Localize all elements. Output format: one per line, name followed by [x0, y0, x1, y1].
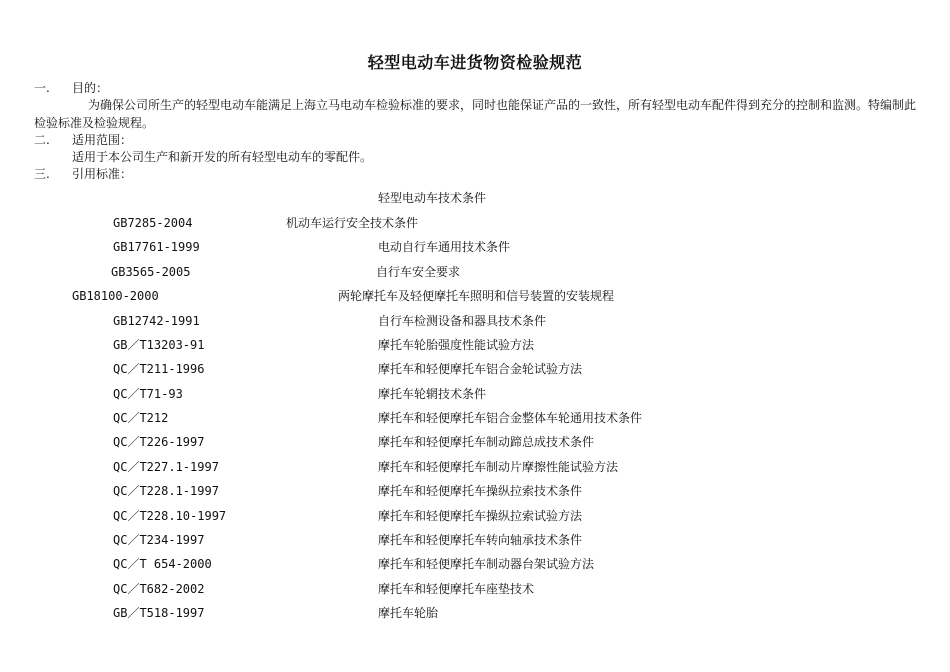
standard-name: 电动自行车通用技术条件 [378, 240, 511, 254]
standard-code: GB／T13203-91 [113, 338, 205, 352]
standard-name: 摩托车轮胎 [378, 606, 439, 620]
standard-name: 摩托车和轻便摩托车制动器台架试验方法 [378, 557, 595, 571]
standard-name: 机动车运行安全技术条件 [286, 216, 419, 230]
section-1-heading: 目的： [72, 81, 109, 95]
standard-code: GB3565-2005 [111, 265, 191, 279]
standard-name: 摩托车和轻便摩托车操纵拉索试验方法 [378, 509, 583, 523]
standard-name: 自行车安全要求 [376, 265, 461, 279]
standard-code: QC／T226-1997 [113, 435, 205, 449]
section-1-number: 一. [34, 81, 50, 95]
standard-name: 摩托车和轻便摩托车转向轴承技术条件 [378, 533, 583, 547]
standards-header: 轻型电动车技术条件 [378, 191, 487, 205]
standard-code: GB18100-2000 [72, 289, 159, 303]
document-title: 轻型电动车进货物资检验规范 [367, 53, 583, 72]
standard-code: QC／T228.10-1997 [113, 509, 227, 523]
section-2-number: 二. [34, 133, 50, 147]
standard-name: 摩托车和轻便摩托车操纵拉索技术条件 [378, 484, 583, 498]
standard-code: QC／T234-1997 [113, 533, 205, 547]
standard-code: GB12742-1991 [113, 314, 200, 328]
standard-code: QC／T212 [113, 411, 169, 425]
standard-code: GB7285-2004 [113, 216, 193, 230]
standard-name: 摩托车轮胎强度性能试验方法 [378, 338, 535, 352]
standard-code: QC／T 654-2000 [113, 557, 212, 571]
standard-name: 摩托车轮辋技术条件 [378, 387, 487, 401]
scope-paragraph: 适用于本公司生产和新开发的所有轻型电动车的零配件。 [72, 150, 373, 164]
standard-name: 摩托车和轻便摩托车制动蹄总成技术条件 [378, 435, 595, 449]
section-3-heading: 引用标准： [72, 167, 133, 181]
standard-code: QC／T211-1996 [113, 362, 205, 376]
standard-code: QC／T227.1-1997 [113, 460, 219, 474]
purpose-paragraph: 为确保公司所生产的轻型电动车能满足上海立马电动车检验标准的要求，同时也能保证产品的一致性，所有轻型电动车配件得到充分的控制和监测。特编制此检验标准及检验规程。 [34, 98, 917, 130]
standard-name: 摩托车和轻便摩托车座垫技术 [378, 582, 535, 596]
standard-name: 自行车检测设备和器具技术条件 [378, 314, 547, 328]
section-2-heading: 适用范围： [72, 133, 133, 147]
standard-name: 摩托车和轻便摩托车铝合金整体车轮通用技术条件 [378, 411, 643, 425]
standard-code: QC／T228.1-1997 [113, 484, 219, 498]
standard-name: 摩托车和轻便摩托车铝合金轮试验方法 [378, 362, 583, 376]
standard-name: 两轮摩托车及轻便摩托车照明和信号装置的安装规程 [338, 289, 615, 303]
standard-code: GB／T518-1997 [113, 606, 205, 620]
standard-code: QC／T71-93 [113, 387, 183, 401]
standard-code: QC／T682-2002 [113, 582, 205, 596]
standard-name: 摩托车和轻便摩托车制动片摩擦性能试验方法 [378, 460, 619, 474]
section-3-number: 三. [34, 167, 50, 181]
standard-code: GB17761-1999 [113, 240, 200, 254]
